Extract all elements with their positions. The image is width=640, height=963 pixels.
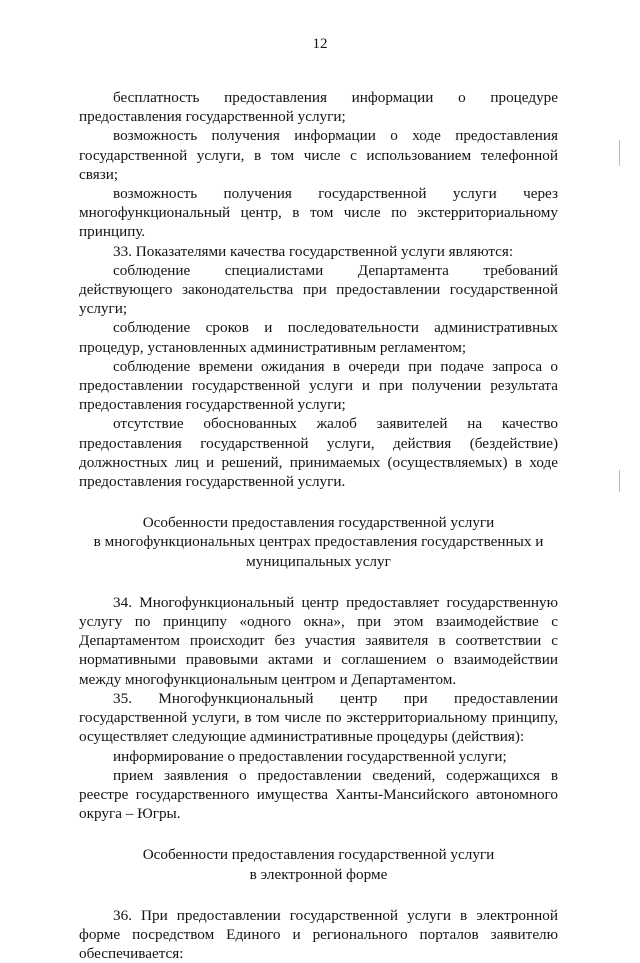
document-body xyxy=(79,88,558,963)
paragraph-informing: информирование о предоставлении государственной услуги; xyxy=(113,747,507,765)
section-heading-electronic-line-1: Особенности предоставления государственной услуги xyxy=(142,846,495,864)
paragraph-deadlines: соблюдение сроков и последовательности административных процедур, установленных административным регламентом; xyxy=(79,319,558,356)
paragraph-free-info: бесплатность предоставления информации о процедуре предоставления государственной услуги; xyxy=(79,89,558,126)
scan-edge-mark xyxy=(619,140,620,166)
section-heading-electronic xyxy=(79,845,558,883)
section-heading-mfc-line-3: муниципальных услуг xyxy=(246,552,391,570)
page-number: 12 xyxy=(312,36,328,52)
section-heading-mfc xyxy=(79,513,558,571)
paragraph-35-mfc-procedures: 35. Многофункциональный центр при предоставлении государственной услуги, в том числе по экстерриториальному принципу, осуществляет следующие административные процедуры (действия): xyxy=(79,689,558,746)
paragraph-33-quality-indicators: 33. Показателями качества государственной услуги являются: xyxy=(113,242,514,260)
section-heading-mfc-line-1: Особенности предоставления государственной услуги xyxy=(142,514,495,532)
paragraph-application-intake: прием заявления о предоставлении сведений, содержащихся в реестре государственного имущества Ханты-Мансийского автономного округа – Югры. xyxy=(79,766,558,823)
paragraph-36-electronic: 36. При предоставлении государственной услуги в электронной форме посредством Единого и регионального порталов заявителю обеспечивается: xyxy=(79,906,558,963)
paragraph-mfc-availability: возможность получения государственной услуги через многофункциональный центр, в том числе по экстерриториальному принципу. xyxy=(79,185,558,241)
paragraph-waiting-time: соблюдение времени ожидания в очереди при подаче запроса о предоставлении государственной услуги и при получении результата предоставления государственной услуги; xyxy=(79,357,558,414)
paragraph-no-complaints: отсутствие обоснованных жалоб заявителей на качество предоставления государственной услуги, действия (бездействие) должностных лиц и решений, принимаемых (осуществляемых) в ходе предоставления государственной услуги. xyxy=(79,415,558,491)
paragraph-compliance-law: соблюдение специалистами Департамента требований действующего законодательства при предоставлении государственной услуги; xyxy=(79,261,558,318)
section-heading-mfc-line-2: в многофункциональных центрах предоставления государственных и xyxy=(93,533,544,551)
section-heading-electronic-line-2: в электронной форме xyxy=(249,865,388,883)
paragraph-progress-info: возможность получения информации о ходе предоставления государственной услуги, в том числе с использованием телефонной связи; xyxy=(79,127,558,183)
paragraph-34-one-window: 34. Многофункциональный центр предоставляет государственную услугу по принципу «одного окна», при этом взаимодействие с Департаментом происходит без участия заявителя в соответствии с нормативными правовыми актами и соглашением о взаимодействии между многофункциональным центром и Департаментом. xyxy=(79,593,558,688)
scan-edge-mark xyxy=(619,470,620,492)
